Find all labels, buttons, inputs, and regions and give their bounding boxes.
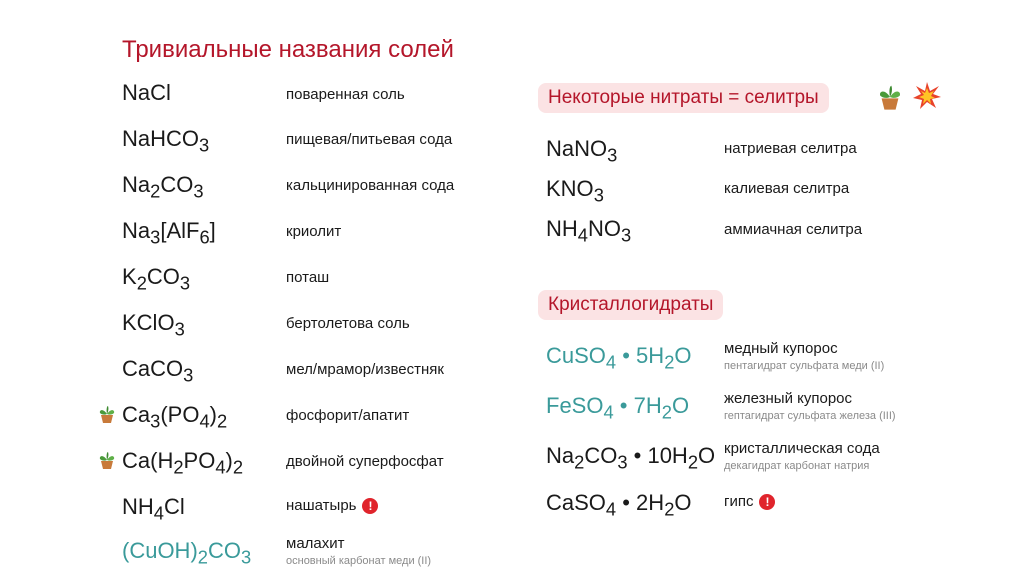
- page-title: Тривиальные названия солей: [122, 36, 454, 63]
- potted-plant-icon: [97, 450, 117, 475]
- formula-nahco3: NaHCO$_3$: [122, 126, 210, 156]
- formula-gypsum: CaSO$_4$ • $2H_2O$: [546, 490, 692, 520]
- hydrates-header: Кристаллогидраты: [538, 290, 723, 320]
- formula-kclo3: KClO$_3$: [122, 310, 185, 340]
- salt-name: мел/мрамор/известняк: [286, 361, 444, 378]
- hydrate-name: медный купорос: [724, 340, 838, 357]
- salt-name: фосфорит/апатит: [286, 407, 410, 424]
- salt-name: поташ: [286, 269, 330, 286]
- potted-plant-icon: [97, 404, 117, 429]
- potted-plant-icon: [876, 83, 904, 116]
- exclamation-icon: !: [362, 498, 378, 514]
- formula-superphosphate: $Ca(H_2PO_4)_2$: [122, 448, 244, 478]
- formula-na2co3: $Na_2CO_3$: [122, 172, 204, 202]
- hydrate-subtitle: пентагидрат сульфата меди (II): [724, 360, 885, 372]
- formula-nacl: NaCl: [122, 80, 171, 105]
- hydrate-name: железный купорос: [724, 390, 853, 407]
- formula-soda-hydrate: $Na_2CO_3$ • $10H_2O$: [546, 443, 716, 473]
- formula-cryolite: $Na_3[AlF_6]$: [122, 218, 216, 248]
- formula-nh4cl: $NH_4Cl$: [122, 494, 185, 524]
- nitrates-header: Некоторые нитраты = селитры: [538, 83, 829, 113]
- hydrate-name-with-warning: гипс !: [724, 493, 775, 510]
- formula-feso4-hydrate: FeSO$_4$ • $7H_2O$: [546, 393, 690, 423]
- hydrate-name: кристаллическая сода: [724, 440, 880, 457]
- salt-subtitle: основный карбонат меди (II): [286, 555, 432, 567]
- nitrate-name: калиевая селитра: [724, 180, 850, 197]
- exclamation-icon: !: [759, 494, 775, 510]
- salt-name-with-warning: нашатырь !: [286, 497, 378, 514]
- formula-nano3: NaNO$_3$: [546, 136, 618, 166]
- formula-kno3: $KNO_3$: [546, 176, 604, 206]
- salt-name: пищевая/питьевая сода: [286, 131, 453, 148]
- salt-name: криолит: [286, 223, 342, 240]
- salt-name: малахит: [286, 535, 345, 552]
- formula-nh4no3: $NH_4NO_3$: [546, 216, 632, 246]
- explosion-icon: [912, 81, 942, 116]
- salt-name: двойной суперфосфат: [286, 453, 444, 470]
- salt-name: кальцинированная сода: [286, 177, 455, 194]
- formula-cuso4-hydrate: CuSO$_4$ • $5H_2O$: [546, 343, 692, 373]
- nitrate-name: аммиачная селитра: [724, 221, 863, 238]
- hydrate-subtitle: гептагидрат сульфата железа (III): [724, 410, 896, 422]
- salt-name: бертолетова соль: [286, 315, 410, 332]
- formula-caco3: CaCO$_3$: [122, 356, 194, 386]
- formula-k2co3: $K_2CO_3$: [122, 264, 191, 294]
- formula-malachite: $(CuOH)_2CO_3$: [122, 538, 252, 568]
- salt-name: поваренная соль: [286, 86, 405, 103]
- hydrate-subtitle: декагидрат карбонат натрия: [724, 460, 870, 472]
- formula-phosphorite: $Ca_3(PO_4)_2$: [122, 402, 228, 432]
- nitrate-name: натриевая селитра: [724, 140, 857, 157]
